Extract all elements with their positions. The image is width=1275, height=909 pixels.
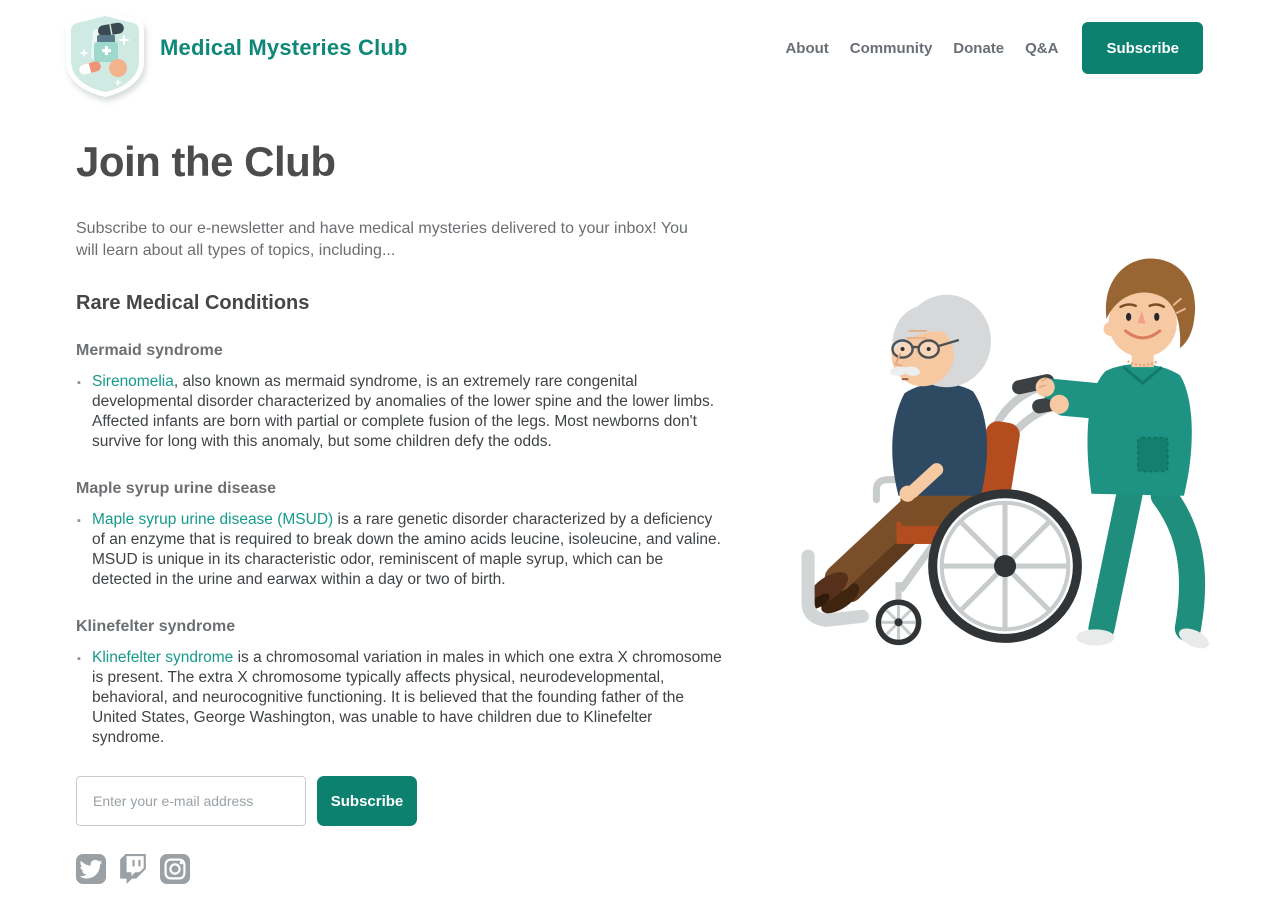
header-subscribe-button[interactable]: Subscribe — [1082, 22, 1203, 74]
form-subscribe-button[interactable]: Subscribe — [317, 776, 417, 826]
condition-text: is a chromosomal variation in males in which one extra X chromosome is present. The extra X chromosome typically affects physical, neurodevelopmental, behavioral, and neurocognitive functioning. It is believed that the founding father of the United States, George Washington, was unable to have children due to Klinefelter syndrome. — [92, 649, 722, 746]
intro-text: Subscribe to our e-newsletter and have medical mysteries delivered to your inbox! You will learn about all types of topics, including... — [76, 220, 688, 259]
condition-text: , also known as mermaid syndrome, is an extremely rare congenital developmental disorder characterized by anomalies of the lower spine and the lower limbs. Affected infants are born with partial or complete fusion of the legs. Most newborns don't survive for long with this anomaly, but some children defy the odds. — [92, 373, 715, 450]
condition-bullet — [92, 372, 726, 452]
twitter-icon[interactable] — [76, 854, 106, 884]
condition-title: Mermaid syndrome — [76, 342, 223, 359]
condition-bullet — [92, 510, 726, 590]
nav-item-about[interactable]: About — [785, 39, 829, 57]
main-nav — [785, 0, 1203, 96]
instagram-icon[interactable] — [160, 854, 190, 884]
main-content — [76, 138, 726, 884]
club-logo-shield-icon — [60, 8, 150, 100]
social-links — [76, 854, 726, 884]
condition-link-msud[interactable]: Maple syrup urine disease (MSUD) — [92, 511, 334, 528]
condition-section-klinefelter — [76, 618, 726, 748]
conditions-heading: Rare Medical Conditions — [76, 292, 310, 314]
brand-title: Medical Mysteries Club — [160, 35, 408, 60]
condition-section-msud — [76, 480, 726, 590]
condition-section-mermaid — [76, 342, 726, 452]
subscribe-form — [76, 776, 726, 826]
condition-bullet — [92, 648, 726, 748]
email-input[interactable] — [76, 776, 306, 826]
nav-item-donate[interactable]: Donate — [953, 39, 1005, 57]
condition-link-sirenomelia[interactable]: Sirenomelia — [92, 373, 174, 390]
illustration-nurse-pushing-wheelchair — [788, 240, 1210, 655]
condition-link-klinefelter[interactable]: Klinefelter syndrome — [92, 649, 234, 666]
condition-title: Maple syrup urine disease — [76, 480, 277, 497]
condition-title: Klinefelter syndrome — [76, 618, 236, 635]
nav-item-community[interactable]: Community — [849, 39, 933, 57]
condition-text: is a rare genetic disorder characterized by a deficiency of an enzyme that is required to break down the amino acids leucine, isoleucine, and valine. MSUD is unique in its characteristic odor, reminiscent of maple syrup, which can be detected in the urine and earwax within a day or two of birth. — [92, 511, 721, 588]
page-title: Join the Club — [76, 138, 336, 185]
twitch-icon[interactable] — [118, 854, 148, 884]
nav-item-qa[interactable]: Q&A — [1025, 39, 1059, 57]
